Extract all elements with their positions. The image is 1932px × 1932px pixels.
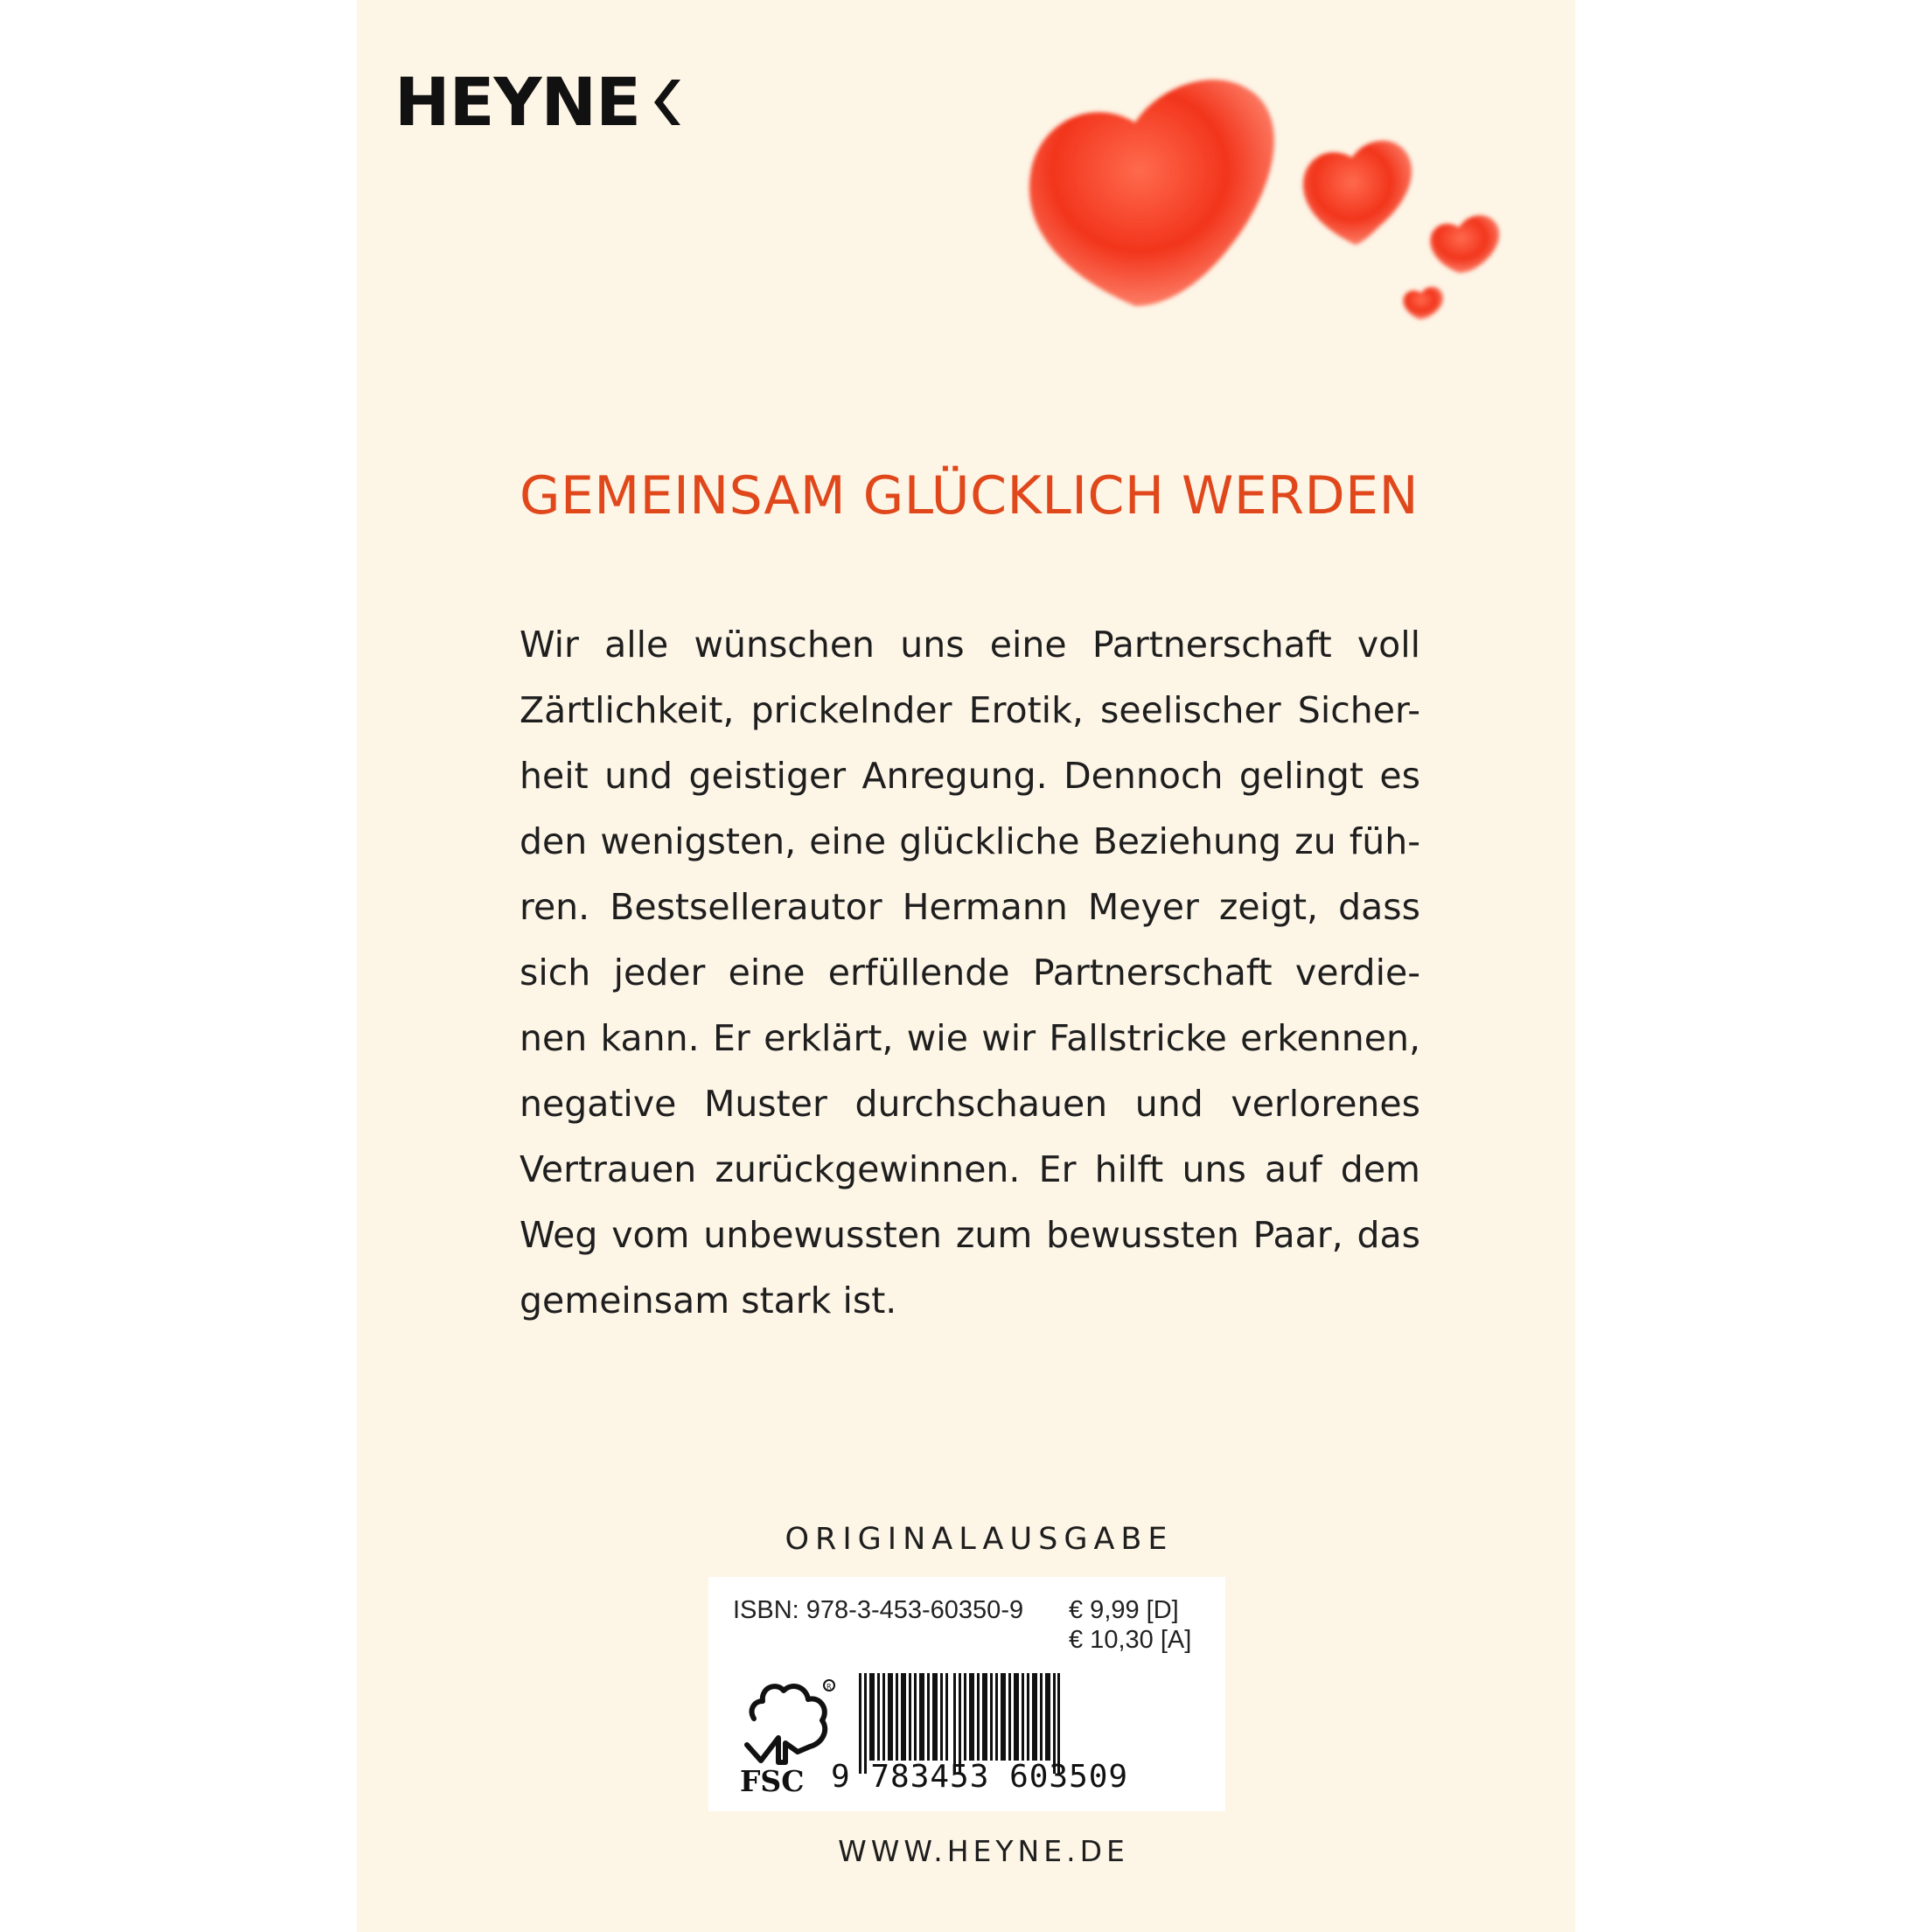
blurb-line: negative Muster durchschauen und verlorenes: [520, 1083, 1420, 1125]
book-back-cover: [357, 0, 1575, 1932]
blurb-text: [520, 612, 1420, 1334]
blurb-line: sich jeder eine erfüllende Partnerschaft verdie-: [520, 952, 1420, 994]
barcode-digits: 9 783453 603509: [831, 1759, 1129, 1795]
blurb-line: nen kann. Er erklärt, wie wir Fallstricke erkennen,: [520, 1017, 1420, 1059]
headline: GEMEINSAM GLÜCKLICH WERDEN: [520, 465, 1419, 527]
isbn-number: ISBN: 978-3-453-60350-9: [733, 1596, 1024, 1624]
publisher-logo: [394, 63, 686, 142]
publisher-website: WWW.HEYNE.DE: [838, 1834, 1129, 1868]
blurb-line: Zärtlichkeit, prickelnder Erotik, seelischer Sicher-: [520, 689, 1420, 731]
heart-tiny-icon: [1403, 287, 1442, 319]
heyne-chevron-icon: [651, 76, 686, 129]
blurb-line: Vertrauen zurückgewinnen. Er hilft uns auf dem: [520, 1148, 1420, 1190]
barcode-panel: [708, 1577, 1225, 1811]
svg-text:R: R: [827, 1683, 832, 1691]
price-germany: € 9,99 [D]: [1069, 1596, 1179, 1624]
edition-label: ORIGINALAUSGABE: [785, 1522, 1174, 1557]
blurb-line: Weg vom unbewussten zum bewussten Paar, das: [520, 1214, 1420, 1256]
price-austria: € 10,30 [A]: [1069, 1626, 1192, 1654]
heart-large-icon: [1029, 80, 1274, 306]
blurb-line: ren. Bestsellerautor Hermann Meyer zeigt, dass: [520, 886, 1420, 928]
blurb-line: Wir alle wünschen uns eine Partnerschaft voll: [520, 624, 1420, 666]
blurb-line: den wenigsten, eine glückliche Beziehung zu füh-: [520, 820, 1420, 862]
heart-medium-icon: [1303, 141, 1412, 245]
blurb-line: heit und geistiger Anregung. Dennoch gelingt es: [520, 755, 1420, 797]
hearts-illustration: [969, 26, 1564, 341]
heart-small-icon: [1430, 215, 1499, 273]
blurb-line: gemeinsam stark ist.: [520, 1280, 897, 1322]
publisher-logo-text: HEYNE: [394, 63, 641, 141]
fsc-label: FSC: [740, 1764, 805, 1798]
